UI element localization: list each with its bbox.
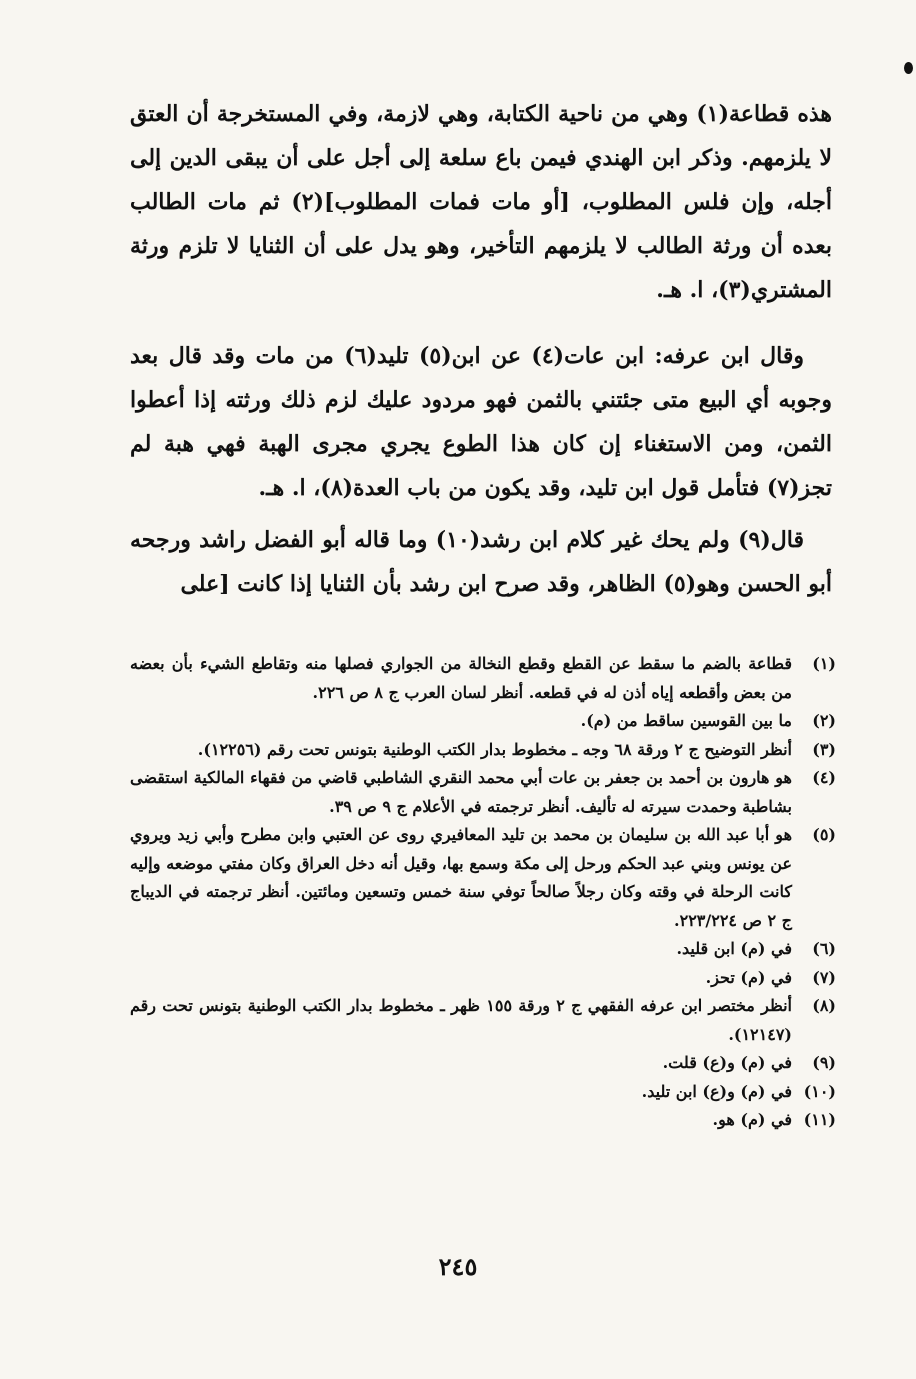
footnote-number: (٤) [812, 768, 836, 787]
footnote-text: في (م) و(ع) ابن تليد. [641, 1081, 792, 1101]
margin-mark [904, 62, 913, 74]
footnote-text: ما بين القوسين ساقط من (م). [580, 711, 792, 730]
footnote-text: في (م) هو. [712, 1110, 792, 1129]
body-paragraph-1 [130, 92, 832, 312]
footnote-number: (٦) [812, 939, 836, 958]
footnote-text: قطاعة بالضم ما سقط عن القطع وقطع النخالة من الجواري فصلها منه وتقاطع الشيء بأن بعضه من بعض وأقطعه إياه أذن له في قطعه. أنظر لسان العرب ج ٨ ص ٢٢٦. [130, 654, 792, 702]
footnote-number: (٧) [812, 967, 836, 987]
footnote-11 [130, 1106, 836, 1135]
body-paragraph-2 [130, 334, 832, 510]
footnote-text: أنظر مختصر ابن عرفه الفقهي ج ٢ ورقة ١٥٥ ظهر ـ مخطوط بدار الكتب الوطنية بتونس تحت رقم (١٢١٤٧). [130, 996, 792, 1044]
footnote-text: أنظر التوضيح ج ٢ ورقة ٦٨ وجه ـ مخطوط بدار الكتب الوطنية بتونس تحت رقم (١٢٢٥٦). [197, 739, 792, 759]
footnote-text: هو هارون بن أحمد بن جعفر بن عات أبي محمد النقري الشاطبي قاضي من فقهاء المالكية استقضى بشاطبة وحمدت سيرته له تأليف. أنظر ترجمته في الأعلام ج ٩ ص ٣٩. [130, 768, 792, 816]
footnote-text: في (م) ابن قليد. [676, 939, 792, 958]
paragraph-text: وقال ابن عرفه: ابن عات(٤) عن ابن(٥) تليد(٦) من مات وقد قال بعد وجوبه أي البيع متى جئتني بالثمن فهو مردود عليك لزم ذلك ورثته إذا أعطوا الثمن، ومن الاستغناء إن كان هذا الطوع يجري مجرى الهبة فهي هبة لم تجز(٧) فتأمل قول ابن تليد، وقد يكون من باب العدة(٨)، ا. هـ. [130, 343, 832, 501]
footnote-number: (٨) [812, 996, 836, 1015]
footnote-9 [130, 1049, 836, 1078]
footnote-4 [130, 764, 836, 821]
footnote-number: (١٠) [803, 1081, 836, 1101]
footnote-text: في (م) و(ع) قلت. [662, 1053, 792, 1072]
footnote-number: (٩) [812, 1053, 836, 1072]
paragraph-text: هذه قطاعة(١) وهي من ناحية الكتابة، وهي لازمة، وفي المستخرجة أن العتق لا يلزمهم. وذكر ابن الهندي فيمن باع سلعة إلى أجل على أن يبقى الدين إلى أجله، وإن فلس المطلوب، [أو مات فمات المطلوب](٢) ثم مات الطالب بعده أن ورثة الطالب لا يلزمهم التأخير، وهو يدل على أن الثنايا لا تلزم ورثة المشتري(٣)، ا. هـ. [130, 101, 832, 303]
footnote-8 [130, 992, 836, 1049]
footnote-10 [130, 1078, 836, 1107]
footnote-2 [130, 707, 836, 736]
footnote-3 [130, 736, 836, 765]
footnote-7 [130, 964, 836, 993]
footnote-5 [130, 821, 836, 935]
footnote-number: (١) [812, 654, 836, 673]
paragraph-text: قال(٩) ولم يحك غير كلام ابن رشد(١٠) وما قاله أبو الفضل راشد ورجحه أبو الحسن وهو(٥) الظاهر، وقد صرح ابن رشد بأن الثنايا إذا كانت [على [130, 527, 832, 597]
footnote-number: (٢) [812, 711, 836, 730]
footnote-number: (١١) [803, 1110, 836, 1129]
footnotes-section [130, 650, 836, 1135]
page-number: ٢٤٥ [438, 1252, 478, 1281]
footnote-number: (٥) [812, 825, 836, 844]
body-paragraph-3 [130, 518, 832, 606]
footnote-6 [130, 935, 836, 964]
footnote-text: هو أبا عبد الله بن سليمان بن محمد بن تليد المعافيري روى عن العتبي وابن مطرح وأبي زيد ويروي عن يونس وبني عبد الحكم ورحل إلى مكة وسمع بها، وقيل أنه دخل العراق وكان مفتي موضعه وإليه كانت الرحلة في وقته وكان رجلاً صالحاً توفي سنة خمس وتسعين ومائتين. أنظر ترجمته في الديباج ج ٢ ص ٢٢٣/٢٢٤. [130, 825, 792, 930]
footnote-text: في (م) تحز. [705, 967, 792, 987]
footnote-1 [130, 650, 836, 707]
footnote-number: (٣) [812, 739, 836, 759]
